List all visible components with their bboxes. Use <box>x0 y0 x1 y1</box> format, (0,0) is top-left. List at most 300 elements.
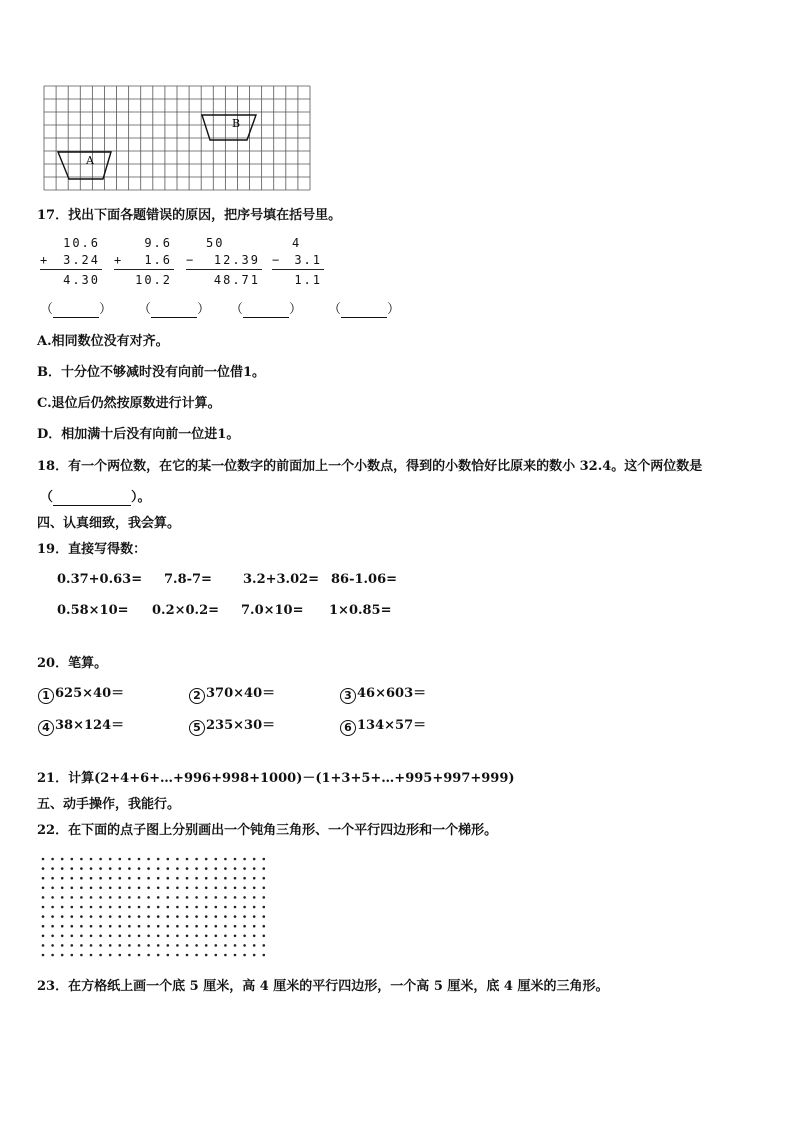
grid-dot <box>99 867 102 870</box>
q21-number: 21． <box>37 771 69 786</box>
grid-dot <box>205 944 208 947</box>
grid-dot <box>195 867 198 870</box>
q20-item-5: 5 235×30＝ <box>189 718 275 736</box>
q17-option-d: D．相加满十后没有向前一位进1。 <box>37 427 240 442</box>
grid-dot <box>186 925 189 928</box>
grid-dot <box>167 935 170 938</box>
grid-dot <box>109 867 112 870</box>
grid-dot <box>224 867 227 870</box>
grid-dot <box>176 887 179 890</box>
grid-dot <box>90 935 93 938</box>
trapezoid-a <box>58 152 111 179</box>
grid-dot <box>71 944 74 947</box>
calc4-top: 4 <box>292 236 302 250</box>
calc3-top: 50 <box>206 236 225 250</box>
grid-dot <box>138 896 141 899</box>
grid-dot <box>90 877 93 880</box>
q19-number: 19． <box>37 542 69 557</box>
grid-dot <box>224 935 227 938</box>
grid-dot <box>176 944 179 947</box>
grid-dot <box>205 858 208 861</box>
calc1-op: + <box>40 253 50 267</box>
dot-grid-paper[interactable] <box>40 856 272 960</box>
grid-dot <box>167 925 170 928</box>
grid-dot <box>157 906 160 909</box>
grid-dot <box>186 858 189 861</box>
q23-number: 23． <box>37 979 69 994</box>
grid-dot <box>234 906 237 909</box>
grid-dot <box>263 887 266 890</box>
circled-number-4: 4 <box>38 720 54 736</box>
grid-dot <box>128 935 131 938</box>
grid-dot <box>138 954 141 957</box>
q20-text: 笔算。 <box>68 656 108 671</box>
calc3-bottom: 12.39 <box>213 253 260 267</box>
grid-dot <box>42 954 45 957</box>
grid-dot <box>128 867 131 870</box>
grid-dot <box>61 915 64 918</box>
grid-dot <box>99 887 102 890</box>
grid-dot <box>215 954 218 957</box>
grid-dot <box>147 867 150 870</box>
grid-dot <box>234 944 237 947</box>
calc1-top: 10.6 <box>63 236 100 250</box>
grid-dot <box>109 877 112 880</box>
grid-dot <box>90 906 93 909</box>
q19-item-8: 1×0.85= <box>329 603 392 618</box>
grid-dot <box>167 906 170 909</box>
q21-stem <box>37 771 515 787</box>
grid-dot <box>71 867 74 870</box>
q18-answer-blank[interactable]: （ ）。 <box>40 490 151 505</box>
grid-dot <box>186 954 189 957</box>
grid-dot <box>157 925 160 928</box>
grid-dot <box>109 925 112 928</box>
trapezoid-b <box>202 115 256 140</box>
grid-dot <box>99 954 102 957</box>
grid-dot <box>147 906 150 909</box>
q17-stem <box>37 208 341 224</box>
grid-dot <box>253 896 256 899</box>
grid-dot <box>119 906 122 909</box>
grid-dot <box>109 954 112 957</box>
grid-dot <box>167 867 170 870</box>
calc1-bottom: 3.24 <box>63 253 100 267</box>
calc2-op: + <box>114 253 124 267</box>
q19-item-1: 0.37+0.63= <box>57 572 143 587</box>
grid-dot <box>90 887 93 890</box>
grid-dot <box>128 858 131 861</box>
grid-dot <box>167 887 170 890</box>
grid-dot <box>167 877 170 880</box>
grid-dot <box>99 944 102 947</box>
grid-dot <box>109 944 112 947</box>
grid-dot <box>253 925 256 928</box>
trapezoid-b-label: B <box>232 117 241 130</box>
grid-dot <box>61 877 64 880</box>
grid-dot <box>109 906 112 909</box>
grid-dot <box>263 858 266 861</box>
grid-dot <box>215 887 218 890</box>
grid-dot <box>138 858 141 861</box>
grid-dot <box>90 925 93 928</box>
grid-dot <box>42 906 45 909</box>
grid-dot <box>90 954 93 957</box>
trapezoid-a-label: A <box>86 154 94 167</box>
grid-dot <box>147 858 150 861</box>
grid-dot <box>253 887 256 890</box>
grid-dot <box>138 944 141 947</box>
grid-dot <box>80 858 83 861</box>
grid-dot <box>61 925 64 928</box>
grid-dot <box>157 896 160 899</box>
q17-answer-blank-1[interactable]: （ ） <box>40 302 113 317</box>
calc2-top: 9.6 <box>144 236 172 250</box>
grid-dot <box>51 867 54 870</box>
grid-dot <box>186 915 189 918</box>
calc3-rule <box>186 269 262 270</box>
grid-dot <box>243 867 246 870</box>
grid-dot <box>51 858 54 861</box>
grid-dot <box>215 896 218 899</box>
calc4-result: 1.1 <box>294 273 322 287</box>
section-5-heading: 五、动手操作，我能行。 <box>37 797 181 812</box>
grid-dot <box>51 935 54 938</box>
grid-dot <box>263 906 266 909</box>
grid-dot <box>109 858 112 861</box>
grid-dot <box>186 906 189 909</box>
grid-dot <box>61 906 64 909</box>
calc1-rule <box>40 269 102 270</box>
grid-dot <box>176 954 179 957</box>
grid-dot <box>215 935 218 938</box>
section-4-heading: 四、认真细致，我会算。 <box>37 516 181 531</box>
grid-dot <box>71 925 74 928</box>
grid-dot <box>99 896 102 899</box>
q22-number: 22． <box>37 823 69 838</box>
grid-dot <box>157 954 160 957</box>
grid-dot <box>128 877 131 880</box>
grid-dot <box>157 944 160 947</box>
q19-item-7: 7.0×10= <box>241 603 304 618</box>
grid-dot <box>80 944 83 947</box>
q21-text: 计算(2+4+6+…+996+998+1000)－(1+3+5+…+995+997+999) <box>68 771 515 786</box>
q17-option-a: A.相同数位没有对齐。 <box>37 334 169 349</box>
grid-dot <box>147 925 150 928</box>
grid-dot <box>195 925 198 928</box>
grid-dot <box>119 887 122 890</box>
q17-number: 17． <box>37 208 69 223</box>
grid-dot <box>51 896 54 899</box>
grid-dot <box>195 915 198 918</box>
grid-dot <box>51 925 54 928</box>
grid-dot <box>147 877 150 880</box>
grid-dot <box>147 915 150 918</box>
grid-dot <box>71 935 74 938</box>
q23-stem <box>37 979 608 995</box>
grid-dot <box>128 906 131 909</box>
grid-dot <box>176 858 179 861</box>
grid-dot <box>128 944 131 947</box>
grid-dot <box>243 887 246 890</box>
q17-option-c: C.退位后仍然按原数进行计算。 <box>37 396 221 411</box>
q23-text: 在方格纸上画一个底 5 厘米，高 4 厘米的平行四边形，一个高 5 厘米，底 4 厘米的三角形。 <box>68 979 609 994</box>
grid-dot <box>109 896 112 899</box>
grid-dot <box>51 954 54 957</box>
q22-text: 在下面的点子图上分别画出一个钝角三角形、一个平行四边形和一个梯形。 <box>68 823 498 838</box>
grid-dot <box>71 954 74 957</box>
grid-dot <box>99 935 102 938</box>
grid-dot <box>80 954 83 957</box>
grid-dot <box>51 944 54 947</box>
grid-dot <box>147 944 150 947</box>
grid-dot <box>71 915 74 918</box>
grid-dot <box>253 906 256 909</box>
grid-dot <box>205 906 208 909</box>
q19-item-4: 86-1.06= <box>331 572 398 587</box>
q17-answer-blank-2[interactable]: （ ） <box>138 302 211 317</box>
q19-item-5: 0.58×10= <box>57 603 129 618</box>
grid-dot <box>119 944 122 947</box>
grid-dot <box>128 915 131 918</box>
calc4-rule <box>272 269 324 270</box>
grid-dot <box>234 896 237 899</box>
grid-dot <box>157 877 160 880</box>
grid-dot <box>99 915 102 918</box>
grid-dot <box>195 887 198 890</box>
grid-dot <box>51 877 54 880</box>
calc4-bottom: 3.1 <box>294 253 322 267</box>
grid-dot <box>109 887 112 890</box>
grid-dot <box>205 867 208 870</box>
grid-dot <box>147 887 150 890</box>
q19-item-2: 7.8-7= <box>164 572 212 587</box>
q18-text: 有一个两位数，在它的某一位数字的前面加上一个小数点，得到的小数恰好比原来的数小 32.4。这个两位数是 <box>68 459 703 474</box>
grid-dot <box>234 877 237 880</box>
grid-dot <box>243 944 246 947</box>
calc1-result: 4.30 <box>63 273 100 287</box>
grid-dot <box>61 858 64 861</box>
grid-dot <box>205 925 208 928</box>
grid-dot <box>186 867 189 870</box>
grid-dot <box>253 877 256 880</box>
grid-dot <box>167 858 170 861</box>
q19-item-3: 3.2+3.02= <box>243 572 320 587</box>
grid-dot <box>224 887 227 890</box>
grid-dot <box>147 954 150 957</box>
grid-dot <box>71 877 74 880</box>
grid-dot <box>195 935 198 938</box>
q17-text: 找出下面各题错误的原因，把序号填在括号里。 <box>68 208 342 223</box>
grid-dot <box>80 896 83 899</box>
grid-dot <box>157 887 160 890</box>
grid-dot <box>167 915 170 918</box>
grid-dot <box>224 858 227 861</box>
grid-dot <box>119 954 122 957</box>
grid-dot <box>80 867 83 870</box>
grid-dot <box>263 915 266 918</box>
grid-dot <box>215 944 218 947</box>
grid-dot <box>176 935 179 938</box>
grid-dot <box>157 858 160 861</box>
grid-dot <box>90 915 93 918</box>
grid-dot <box>71 858 74 861</box>
circled-number-1: 1 <box>38 688 54 704</box>
grid-dot <box>157 935 160 938</box>
grid-dot <box>186 887 189 890</box>
grid-dot <box>243 925 246 928</box>
grid-dot <box>51 915 54 918</box>
grid-dot <box>215 915 218 918</box>
grid-dot <box>195 896 198 899</box>
grid-dot <box>176 867 179 870</box>
grid-dot <box>205 915 208 918</box>
grid-dot <box>138 906 141 909</box>
calc2-rule <box>114 269 174 270</box>
grid-dot <box>263 944 266 947</box>
grid-dot <box>224 906 227 909</box>
grid-dot <box>253 954 256 957</box>
grid-dot <box>176 925 179 928</box>
grid-dot <box>234 915 237 918</box>
grid-dot <box>224 944 227 947</box>
calc3-op: − <box>186 253 196 267</box>
grid-dot <box>71 906 74 909</box>
grid-dot <box>243 915 246 918</box>
grid-dot <box>42 887 45 890</box>
grid-dot <box>253 858 256 861</box>
grid-dot <box>42 935 45 938</box>
grid-dot <box>215 867 218 870</box>
grid-dot <box>128 925 131 928</box>
grid-dot <box>215 858 218 861</box>
grid-dot <box>80 925 83 928</box>
grid-dot <box>42 877 45 880</box>
grid-dot <box>205 896 208 899</box>
grid-dot <box>51 906 54 909</box>
grid-dot <box>80 935 83 938</box>
grid-dot <box>263 954 266 957</box>
q20-stem <box>37 656 107 672</box>
circled-number-3: 3 <box>340 688 356 704</box>
grid-dot <box>61 944 64 947</box>
q17-answer-blank-3[interactable]: （ ） <box>230 302 303 317</box>
grid-dot <box>119 935 122 938</box>
grid-dot <box>61 935 64 938</box>
grid-dot <box>99 906 102 909</box>
grid-dot <box>119 858 122 861</box>
q19-text: 直接写得数： <box>68 542 147 557</box>
grid-dot <box>51 887 54 890</box>
grid-dot <box>243 877 246 880</box>
grid-dot <box>80 906 83 909</box>
grid-dot <box>176 915 179 918</box>
grid-dot <box>243 858 246 861</box>
grid-dot <box>263 896 266 899</box>
grid-dot <box>138 877 141 880</box>
q19-item-6: 0.2×0.2= <box>152 603 220 618</box>
grid-dot <box>205 877 208 880</box>
grid-dot <box>263 935 266 938</box>
grid-dot <box>42 858 45 861</box>
grid-dot <box>195 877 198 880</box>
grid-dot <box>234 925 237 928</box>
trapezoid-grid-figure <box>40 84 312 194</box>
grid-dot <box>263 877 266 880</box>
grid-dot <box>253 915 256 918</box>
grid-dot <box>71 896 74 899</box>
q20-number: 20． <box>37 656 69 671</box>
q17-answer-blank-4[interactable]: （ ） <box>328 302 401 317</box>
grid-dot <box>157 915 160 918</box>
calc4-op: − <box>272 253 282 267</box>
grid-dot <box>42 896 45 899</box>
grid-dot <box>263 925 266 928</box>
grid-dot <box>215 906 218 909</box>
grid-dot <box>234 887 237 890</box>
q20-item-3: 3 46×603＝ <box>340 686 426 704</box>
grid-dot <box>119 867 122 870</box>
grid-dot <box>234 954 237 957</box>
grid-dot <box>167 896 170 899</box>
grid-dot <box>224 877 227 880</box>
grid-dot <box>99 877 102 880</box>
grid-dot <box>42 925 45 928</box>
grid-dot <box>138 925 141 928</box>
circled-number-6: 6 <box>340 720 356 736</box>
grid-dot <box>243 906 246 909</box>
q18-number: 18． <box>37 459 69 474</box>
grid-dot <box>186 896 189 899</box>
grid-dot <box>215 877 218 880</box>
grid-dot <box>205 887 208 890</box>
grid-dot <box>80 915 83 918</box>
grid-dot <box>61 887 64 890</box>
grid-dot <box>119 915 122 918</box>
grid-dot <box>90 858 93 861</box>
grid-dot <box>167 944 170 947</box>
grid-dot <box>90 896 93 899</box>
grid-dot <box>138 935 141 938</box>
grid-dot <box>195 906 198 909</box>
grid-dot <box>147 896 150 899</box>
grid-dot <box>167 954 170 957</box>
q20-item-4: 4 38×124＝ <box>38 718 124 736</box>
q22-stem <box>37 823 497 839</box>
circled-number-5: 5 <box>189 720 205 736</box>
grid-dot <box>80 877 83 880</box>
q20-item-2: 2 370×40＝ <box>189 686 275 704</box>
grid-dot <box>205 954 208 957</box>
grid-dot <box>253 944 256 947</box>
grid-dot <box>61 867 64 870</box>
q20-item-6: 6 134×57＝ <box>340 718 426 736</box>
grid-dot <box>253 867 256 870</box>
grid-dot <box>176 877 179 880</box>
grid-dot <box>80 887 83 890</box>
grid-dot <box>195 954 198 957</box>
grid-dot <box>176 906 179 909</box>
grid-dot <box>224 896 227 899</box>
calc2-bottom: 1.6 <box>144 253 172 267</box>
grid-dot <box>186 944 189 947</box>
grid-dot <box>109 915 112 918</box>
grid-dot <box>90 867 93 870</box>
grid-dot <box>138 887 141 890</box>
grid-dot <box>119 877 122 880</box>
grid-dot <box>119 925 122 928</box>
circled-number-2: 2 <box>189 688 205 704</box>
